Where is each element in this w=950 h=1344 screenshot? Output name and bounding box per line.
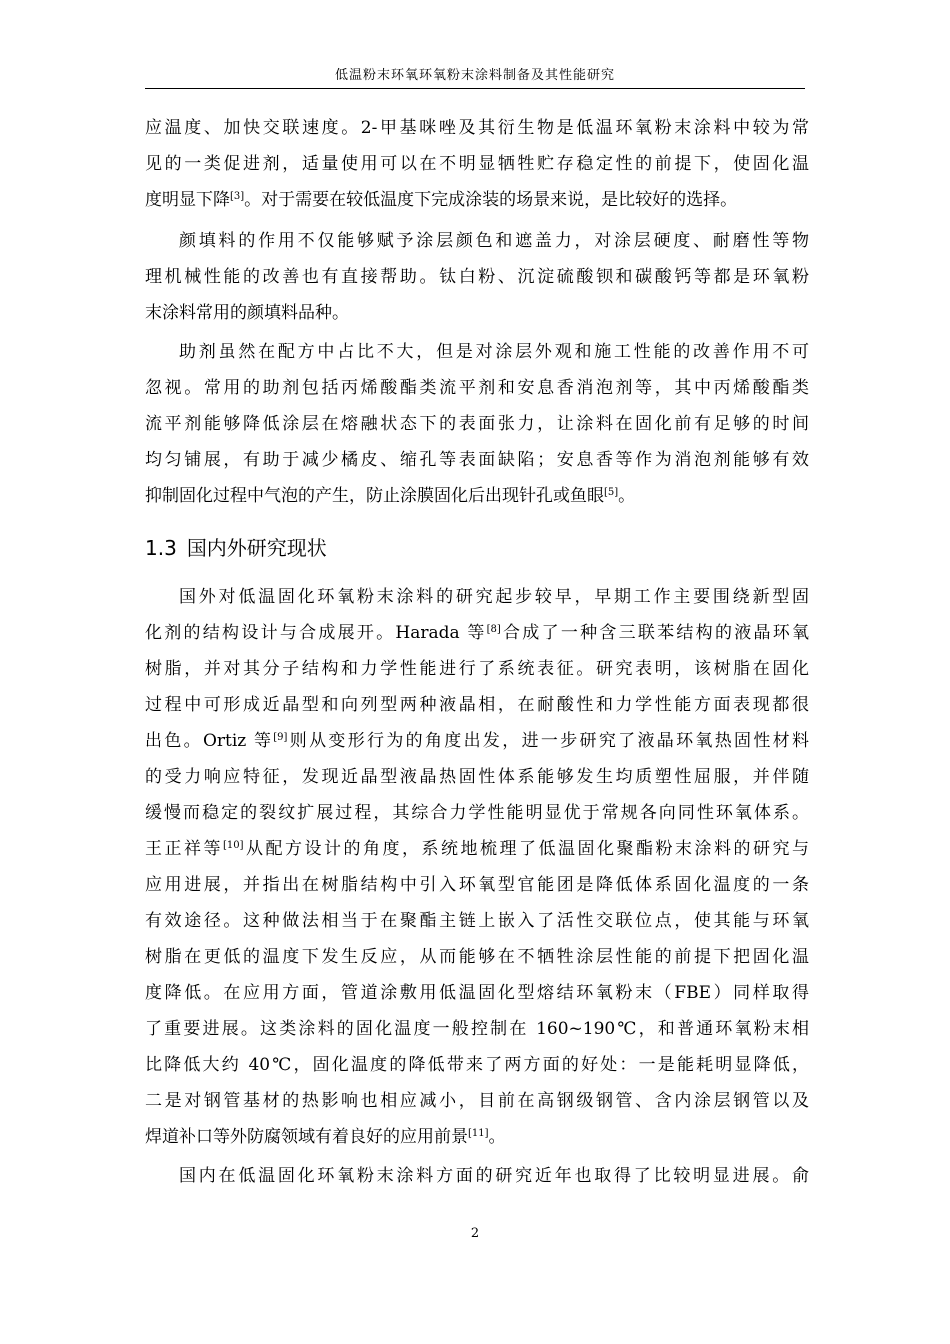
text-line: 度明显下降[3]。对于需要在较低温度下完成涂装的场景来说，是比较好的选择。 bbox=[145, 190, 738, 210]
text-line: 王正祥等[10]从配方设计的角度，系统地梳理了低温固化聚酯粉末涂料的研究与 bbox=[145, 839, 810, 859]
text-line: 忽视。常用的助剂包括丙烯酸酯类流平剂和安息香消泡剂等，其中丙烯酸酯类 bbox=[145, 378, 809, 398]
text-line: 颜填料的作用不仅能够赋予涂层颜色和遮盖力，对涂层硬度、耐磨性等物 bbox=[179, 231, 809, 251]
text-line: 比降低大约 40℃，固化温度的降低带来了两方面的好处：一是能耗明显降低， bbox=[145, 1055, 809, 1075]
citation-ref: [3] bbox=[230, 191, 245, 202]
header-rule bbox=[145, 88, 805, 89]
text-line: 助剂虽然在配方中占比不大，但是对涂层外观和施工性能的改善作用不可 bbox=[179, 342, 809, 362]
text-line: 化剂的结构设计与合成展开。Harada 等[8]合成了一种含三联苯结构的液晶环氧 bbox=[145, 623, 809, 643]
citation-ref: [8] bbox=[486, 624, 501, 635]
text-line: 流平剂能够降低涂层在熔融状态下的表面张力，让涂料在固化前有足够的时间 bbox=[145, 414, 809, 434]
section-title: 国内外研究现状 bbox=[186, 536, 327, 560]
text-line: 国内在低温固化环氧粉末涂料方面的研究近年也取得了比较明显进展。俞 bbox=[179, 1166, 809, 1186]
citation-ref: [10] bbox=[223, 840, 244, 851]
text-line: 树脂在更低的温度下发生反应，从而能够在不牺牲涂层性能的前提下把固化温 bbox=[145, 947, 809, 967]
text-line: 焊道补口等外防腐领域有着良好的应用前景[11]。 bbox=[145, 1127, 506, 1147]
text-line: 有效途径。这种做法相当于在聚酯主链上嵌入了活性交联位点，使其能与环氧 bbox=[145, 911, 809, 931]
section-heading bbox=[145, 528, 327, 568]
running-header: 低温粉末环氧环氧粉末涂料制备及其性能研究 bbox=[334, 68, 615, 83]
text-line: 过程中可形成近晶型和向列型两种液晶相，在耐酸性和力学性能方面表现都很 bbox=[145, 695, 809, 715]
citation-ref: [9] bbox=[273, 732, 288, 743]
text-line: 应用进展，并指出在树脂结构中引入环氧型官能团是降低体系固化温度的一条 bbox=[145, 875, 809, 895]
text-line: 均匀铺展，有助于减少橘皮、缩孔等表面缺陷；安息香等作为消泡剂能够有效 bbox=[145, 450, 809, 470]
text-line: 理机械性能的改善也有直接帮助。钛白粉、沉淀硫酸钡和碳酸钙等都是环氧粉 bbox=[145, 267, 809, 287]
page-number: 2 bbox=[470, 1226, 480, 1241]
text-line: 度降低。在应用方面，管道涂敷用低温固化型熔结环氧粉末（FBE）同样取得 bbox=[145, 983, 809, 1003]
section-number: 1.3 bbox=[145, 536, 177, 560]
citation-ref: [11] bbox=[468, 1128, 489, 1139]
citation-ref: [5] bbox=[604, 487, 619, 498]
text-line: 缓慢而稳定的裂纹扩展过程，其综合力学性能明显优于常规各向同性环氧体系。 bbox=[145, 803, 809, 823]
text-line: 应温度、加快交联速度。2-甲基咪唑及其衍生物是低温环氧粉末涂料中较为常 bbox=[145, 118, 809, 138]
text-line: 抑制固化过程中气泡的产生，防止涂膜固化后出现针孔或鱼眼[5]。 bbox=[145, 486, 636, 506]
text-line: 二是对钢管基材的热影响也相应减小，目前在高钢级钢管、含内涂层钢管以及 bbox=[145, 1091, 809, 1111]
text-line: 见的一类促进剂，适量使用可以在不明显牺牲贮存稳定性的前提下，使固化温 bbox=[145, 154, 809, 174]
text-line: 末涂料常用的颜填料品种。 bbox=[145, 303, 349, 323]
text-line: 出色。Ortiz 等[9]则从变形行为的角度出发，进一步研究了液晶环氧热固性材料 bbox=[145, 731, 809, 751]
text-line: 的受力响应特征，发现近晶型液晶热固性体系能够发生均质塑性屈服，并伴随 bbox=[145, 767, 809, 787]
text-line: 了重要进展。这类涂料的固化温度一般控制在 160~190℃，和普通环氧粉末相 bbox=[145, 1019, 809, 1039]
text-line: 国外对低温固化环氧粉末涂料的研究起步较早，早期工作主要围绕新型固 bbox=[179, 587, 809, 607]
text-line: 树脂，并对其分子结构和力学性能进行了系统表征。研究表明，该树脂在固化 bbox=[145, 659, 809, 679]
